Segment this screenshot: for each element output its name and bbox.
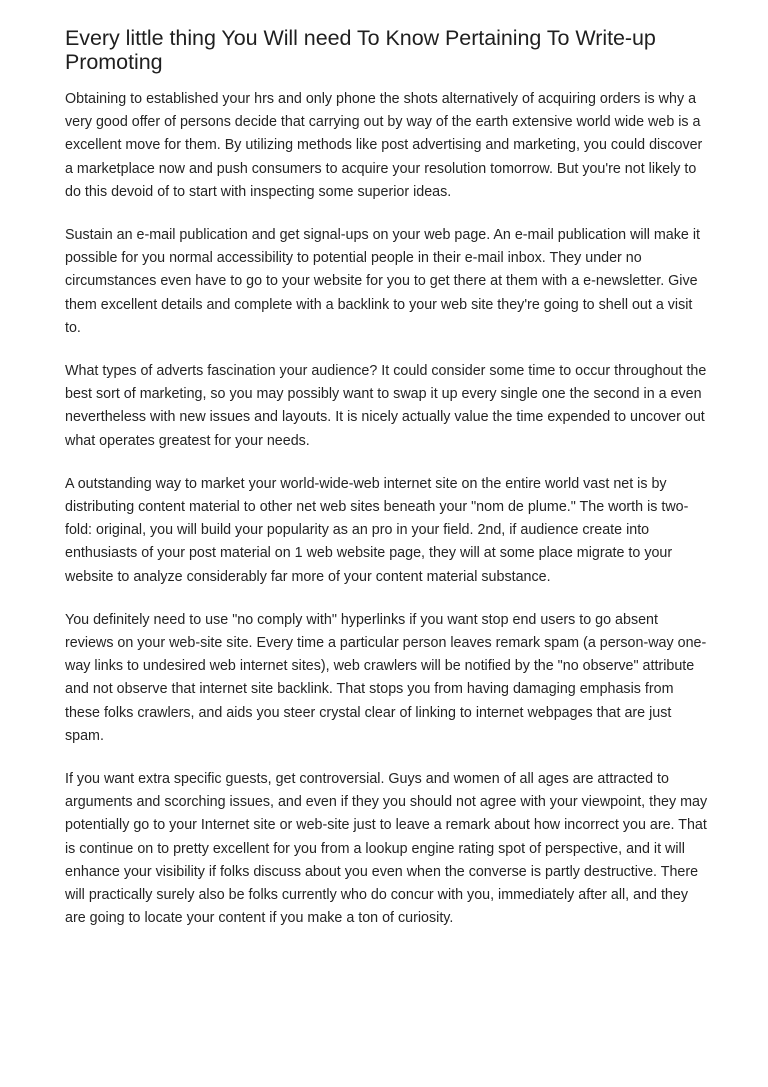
paragraph: Sustain an e-mail publication and get signal-ups on your web page. An e-mail publication will make it possible for you normal accessibility to potential people in their e-mail inbox. They under no circumstances even have to go to your website for you to get there at them with a e-newsletter. Give them excellent details and complete with a backlink to your web site they're going to shell out a visit to.: [65, 227, 700, 336]
document-body: [65, 88, 710, 931]
paragraph: A outstanding way to market your world-wide-web internet site on the entire world vast net is by distributing content material to other net web sites beneath your "nom de plume." The worth is two-fold: original, you will build your popularity as an pro in your field. 2nd, if audience create into enthusiasts of your post material on 1 web website page, they will at some place migrate to your website to analyze considerably far more of your content material substance.: [65, 475, 689, 585]
document-page: [65, 26, 710, 931]
paragraph: You definitely need to use "no comply with" hyperlinks if you want stop end users to go absent reviews on your web-site site. Every time a particular person leaves remark spam (a person-way one-way links to undesired web internet sites), web crawlers will be notified by the "no observe" attribute and not observe that internet site backlink. That stops you from having damaging emphasis from these folks crawlers, and aids you steer crystal clear of linking to internet webpages that are just spam.: [65, 611, 707, 744]
paragraph: If you want extra specific guests, get controversial. Guys and women of all ages are attracted to arguments and scorching issues, and even if they you should not agree with your viewpoint, they may potentially go to your Internet site or web-site just to leave a remark about how incorrect you are. That is continue on to pretty excellent for you from a lookup engine rating spot of perspective, and it will enhance your visibility if folks discuss about you even when the converse is partly destructive. There will practically surely also be folks currently who do concur with you, immediately after all, and they are going to locate your content if you make a ton of curiosity.: [65, 771, 708, 927]
paragraph: Obtaining to established your hrs and only phone the shots alternatively of acquiring orders is why a very good offer of persons decide that carrying out by way of the earth extensive world wide web is a excellent move for them. By utilizing methods like post advertising and marketing, you could discover a marketplace now and push consumers to acquire your resolution tomorrow. But you're not likely to do this devoid of to start with inspecting some superior ideas.: [65, 91, 703, 200]
paragraph: What types of adverts fascination your audience? It could consider some time to occur throughout the best sort of marketing, so you may possibly want to swap it up every single one the second in a even nevertheless with new issues and layouts. It is nicely actually value the time expended to uncover out what operates greatest for your needs.: [65, 363, 707, 449]
document-title: Every little thing You Will need To Know Pertaining To Write-up Promoting: [65, 26, 656, 74]
